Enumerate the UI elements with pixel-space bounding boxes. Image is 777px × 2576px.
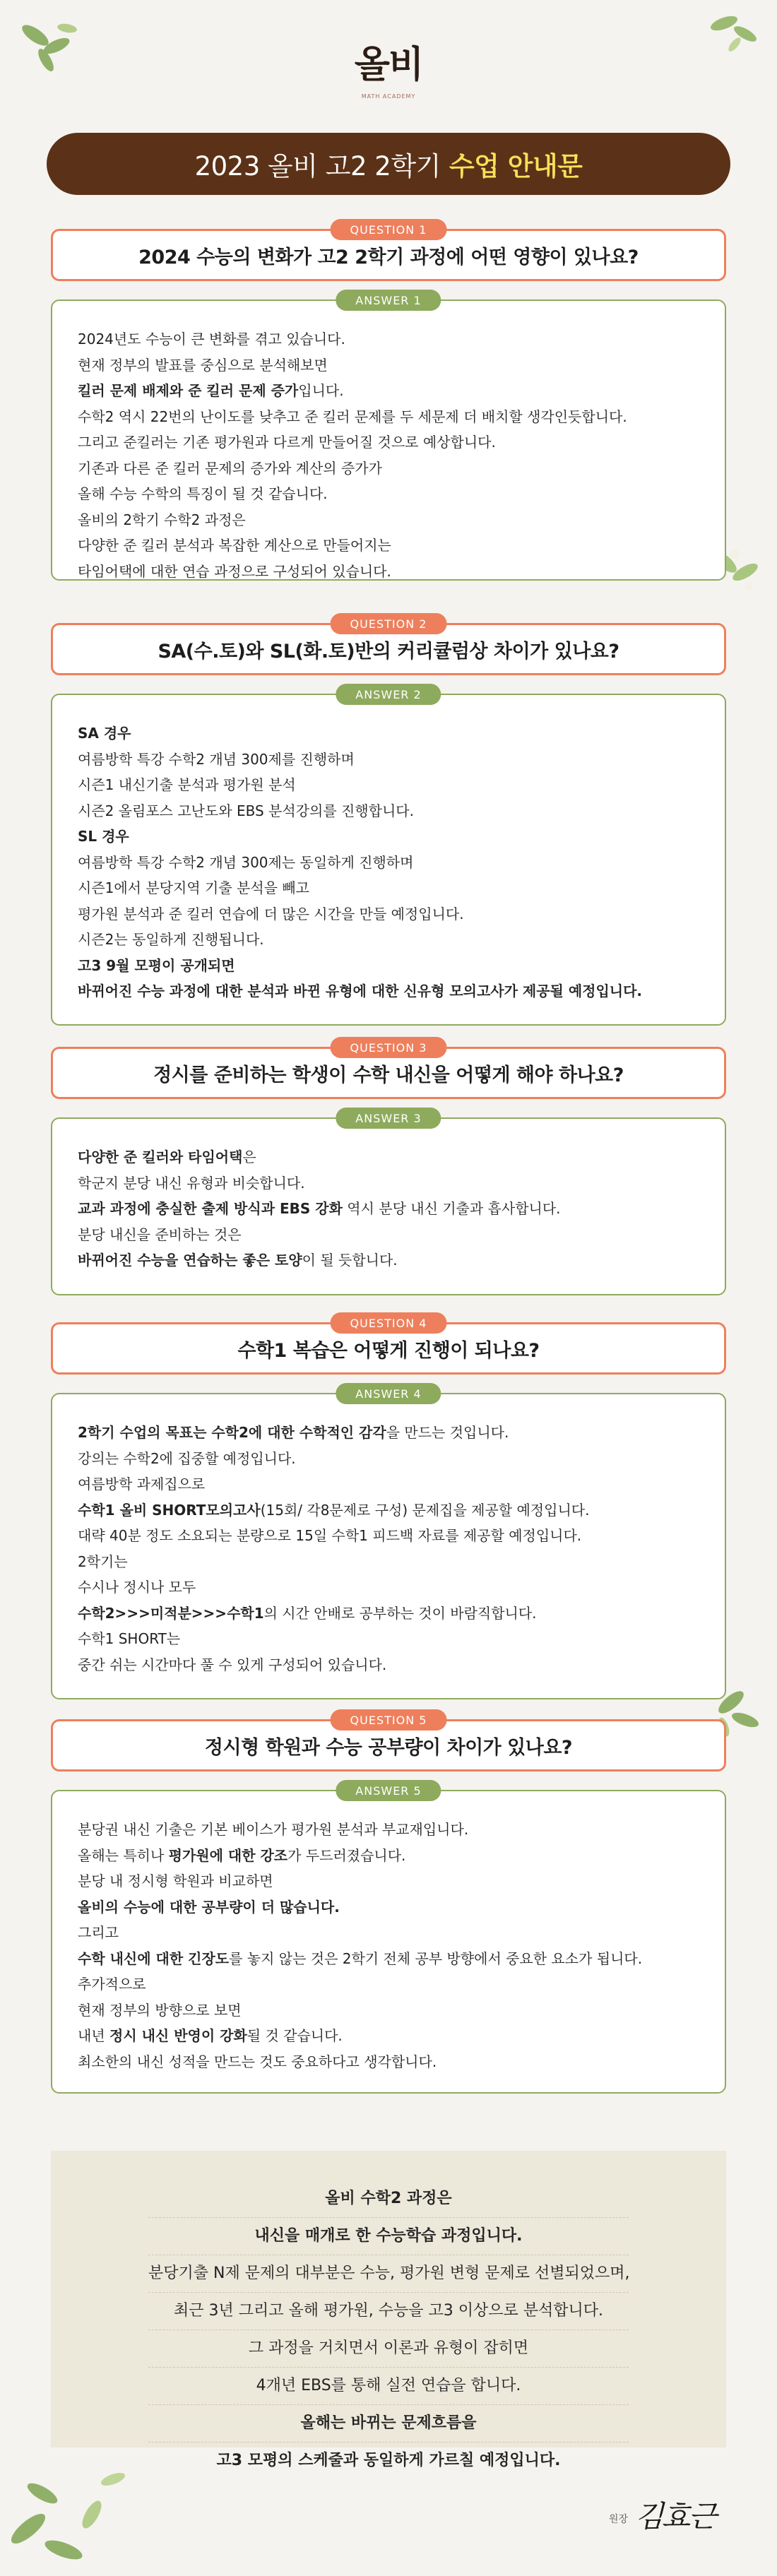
bold-text: 평가원에 대한 강조	[168, 1846, 288, 1864]
text-segment: 2024년도 수능이 큰 변화를 겪고 있습니다.	[78, 331, 345, 348]
bold-text: 바뀌어진 수능 과정에 대한 분석과 바뀐 유형에 대한 신유형 모의고사가 제공될 예정입니다.	[78, 983, 643, 999]
text-segment: 분당기출 N제 문제의 대부분은 수능, 평가원 변형 문제로 선별되었으며,	[148, 2265, 630, 2282]
bold-text: 고3 9월 모평이 공개되면	[78, 956, 235, 974]
text-line	[78, 1920, 699, 1946]
bold-text: SL 경우	[78, 828, 129, 845]
text-line	[78, 533, 699, 559]
text-segment: 시즌1에서 분당지역 기출 분석을 빼고	[78, 879, 309, 896]
question-tag: QUESTION 1	[331, 219, 447, 240]
text-line	[78, 456, 699, 482]
text-line	[148, 2368, 629, 2405]
banner-title: 2023 올비 고2 2학기	[194, 151, 441, 182]
bold-text: 다양한 준 킬러와 타임어택	[78, 1148, 243, 1165]
text-segment: 그 과정을 거치면서 이론과 유형이 잡히면	[248, 2339, 529, 2357]
text-line	[78, 747, 699, 773]
text-line	[78, 1843, 699, 1869]
text-segment: 를 놓지 않는 것은 2학기 전체 공부 방향에서 중요한 요소가 됩니다.	[229, 1949, 643, 1967]
title-banner	[47, 133, 730, 195]
text-line	[78, 875, 699, 901]
bold-text: 2학기 수업의 목표는 수학2에 대한 수학적인 감각	[78, 1424, 386, 1441]
text-line	[78, 1497, 699, 1524]
text-line	[148, 2293, 629, 2330]
answer-tag: ANSWER 5	[336, 1780, 441, 1801]
text-line	[78, 772, 699, 798]
text-segment: 시즌2 올림포스 고난도와 EBS 분석강의를 진행합니다.	[78, 802, 414, 819]
bold-text: 수학 내신에 대한 긴장도	[78, 1949, 230, 1967]
text-segment: 시즌1 내신기출 분석과 평가원 분석	[78, 776, 296, 793]
text-line	[148, 2330, 629, 2368]
text-line	[78, 1817, 699, 1843]
text-line	[78, 326, 699, 352]
bold-text: 킬러 문제 배제와 준 킬러 문제 증가	[78, 382, 299, 399]
text-segment: 역시 분당 내신 기출과 흡사합니다.	[342, 1200, 561, 1217]
qa-block-4	[51, 1312, 726, 1673]
answer-tag: ANSWER 2	[336, 684, 441, 705]
leaf-decoration-bottom-left	[0, 2444, 141, 2576]
text-segment: 중간 쉬는 시간마다 풀 수 있게 구성되어 있습니다.	[78, 1656, 387, 1673]
text-line	[78, 1652, 699, 1678]
text-line	[78, 720, 699, 747]
text-segment: 이 될 듯합니다.	[302, 1252, 398, 1269]
text-line	[78, 1574, 699, 1601]
qa-block-2	[51, 613, 726, 1009]
bold-text: 교과 과정에 충실한 출제 방식과 EBS 강화	[78, 1200, 343, 1217]
answer-tag: ANSWER 4	[336, 1383, 441, 1404]
qa-block-5	[51, 1709, 726, 2077]
text-segment: 다양한 준 킬러 분석과 복잡한 계산으로 만들어지는	[78, 537, 391, 554]
text-line	[78, 378, 699, 404]
qa-block-3	[51, 1037, 726, 1270]
question-box: 정시형 학원과 수능 공부량이 차이가 있나요?	[51, 1719, 726, 1771]
text-segment: 내년	[78, 2027, 109, 2044]
text-line	[78, 1946, 699, 1972]
signature	[609, 2493, 715, 2536]
answer-box	[51, 299, 726, 581]
text-segment: 가 두드러졌습니다.	[287, 1846, 406, 1864]
answer-tag: ANSWER 3	[336, 1108, 441, 1129]
text-line	[78, 1222, 699, 1248]
text-segment: 타임어택에 대한 연습 과정으로 구성되어 있습니다.	[78, 562, 391, 580]
text-segment: 현재 정부의 방향으로 보면	[78, 2001, 242, 2019]
logo-text: 올비	[354, 43, 423, 86]
text-segment: 최소한의 내신 성적을 만드는 것도 중요하다고 생각합니다.	[78, 2053, 437, 2070]
text-segment: 의 시간 안배로 공부하는 것이 바람직합니다.	[263, 1604, 537, 1622]
question-tag: QUESTION 4	[331, 1312, 447, 1334]
text-segment: 입니다.	[298, 382, 344, 399]
text-segment: 그리고	[78, 1924, 119, 1941]
bold-text: 올비 수학2 과정은	[325, 2190, 452, 2207]
bold-text: 수학2>>>미적분>>>수학1	[78, 1604, 264, 1622]
question-tag: QUESTION 5	[331, 1709, 447, 1731]
text-line	[78, 953, 699, 979]
text-segment: 그리고 준킬러는 기존 평가원과 다르게 만들어질 것으로 예상합니다.	[78, 434, 496, 451]
text-line	[78, 1601, 699, 1627]
bold-text: 정시 내신 반영이 강화	[109, 2027, 247, 2044]
question-box: 수학1 복습은 어떻게 진행이 되나요?	[51, 1322, 726, 1375]
leaf-decoration-top-left	[14, 14, 85, 78]
text-line	[78, 850, 699, 876]
leaf-decoration-top-right	[696, 6, 766, 55]
text-line	[78, 1549, 699, 1575]
text-segment: 2학기는	[78, 1553, 128, 1570]
text-line	[78, 798, 699, 824]
text-line	[78, 1170, 699, 1197]
text-line	[148, 2255, 629, 2293]
text-line	[78, 978, 699, 1004]
bold-text: 내신을 매개로 한 수능학습 과정입니다.	[254, 2227, 523, 2245]
text-line	[78, 507, 699, 533]
text-segment: 올해는 특히나	[78, 1846, 169, 1864]
bold-text: SA 경우	[78, 725, 131, 742]
bold-text: 올해는 바뀌는 문제흐름을	[300, 2414, 477, 2432]
qa-block-1	[51, 219, 726, 580]
text-segment: 수학1 SHORT는	[78, 1630, 181, 1647]
text-line	[78, 352, 699, 379]
banner-highlight: 수업 안내문	[449, 151, 583, 182]
text-line	[78, 927, 699, 953]
text-segment: 올비의 2학기 수학2 과정은	[78, 511, 246, 528]
text-segment: 분당 내 정시형 학원과 비교하면	[78, 1872, 273, 1889]
answer-box	[51, 1393, 726, 1699]
text-line	[78, 481, 699, 507]
answer-box	[51, 1117, 726, 1295]
text-line	[78, 1144, 699, 1170]
text-segment: 대략 40분 정도 소요되는 분량으로 15일 수학1 피드백 자료를 제공할 예정입니다.	[78, 1527, 582, 1544]
text-segment: 여름방학 특강 수학2 개념 300제는 동일하게 진행하며	[78, 853, 414, 871]
text-segment: 평가원 분석과 준 킬러 연습에 더 많은 시간을 만들 예정입니다.	[78, 905, 464, 922]
question-box: 정시를 준비하는 학생이 수학 내신을 어떻게 해야 하나요?	[51, 1047, 726, 1099]
text-line	[148, 2218, 629, 2255]
bold-text: 수학1 올비 SHORT모의고사	[78, 1501, 261, 1519]
signature-name: 김효근	[635, 2499, 715, 2534]
answer-tag: ANSWER 1	[336, 290, 441, 311]
text-line	[78, 404, 699, 430]
text-line	[148, 2443, 629, 2479]
text-segment: 여름방학 특강 수학2 개념 300제를 진행하며	[78, 750, 355, 768]
text-segment: 은	[242, 1148, 256, 1165]
bold-text: 올비의 수능에 대한 공부량이 더 많습니다.	[78, 1898, 340, 1916]
text-segment: 4개년 EBS를 통해 실전 연습을 합니다.	[256, 2377, 521, 2394]
text-segment: 기존과 다른 준 킬러 문제의 증가와 계산의 증가가	[78, 459, 382, 477]
text-line	[78, 1446, 699, 1472]
text-line	[78, 1868, 699, 1894]
text-segment: 올해 수능 수학의 특징이 될 것 같습니다.	[78, 485, 328, 502]
text-segment: 현재 정부의 발표를 중심으로 분석해보면	[78, 356, 328, 374]
question-box: 2024 수능의 변화가 고2 2학기 과정에 어떤 영향이 있나요?	[51, 229, 726, 281]
text-line	[78, 429, 699, 456]
text-segment: 을 만드는 것입니다.	[386, 1424, 509, 1441]
signature-label: 원장	[609, 2514, 629, 2525]
text-line	[78, 1998, 699, 2024]
bold-text: 고3 모평의 스케줄과 동일하게 가르칠 예정입니다.	[216, 2452, 561, 2469]
text-segment: 추가적으로	[78, 1976, 146, 1993]
text-segment: (15회/ 각8문제로 구성) 문제집을 제공할 예정입니다.	[260, 1501, 590, 1519]
question-box: SA(수.토)와 SL(화.토)반의 커리큘럼상 차이가 있나요?	[51, 623, 726, 675]
text-line	[78, 1247, 699, 1274]
text-line	[78, 1196, 699, 1222]
question-tag: QUESTION 3	[331, 1037, 447, 1058]
text-segment: 수학2 역시 22번의 난이도를 낮추고 준 킬러 문제를 두 세문제 더 배치할 생각인듯합니다.	[78, 408, 627, 425]
answer-box	[51, 1790, 726, 2094]
text-segment: 강의는 수학2에 집중할 예정입니다.	[78, 1449, 296, 1467]
text-line	[148, 2180, 629, 2218]
text-line	[78, 1523, 699, 1549]
text-line	[78, 1894, 699, 1921]
text-segment: 될 것 같습니다.	[247, 2027, 343, 2044]
text-segment: 수시나 정시나 모두	[78, 1579, 196, 1596]
text-segment: 분당권 내신 기출은 기본 베이스가 평가원 분석과 부교재입니다.	[78, 1821, 469, 1838]
text-line	[78, 1420, 699, 1446]
text-line	[78, 2023, 699, 2049]
text-line	[78, 824, 699, 850]
text-segment: 최근 3년 그리고 올해 평가원, 수능을 고3 이상으로 분석합니다.	[174, 2302, 603, 2320]
logo	[353, 37, 424, 104]
text-line	[78, 901, 699, 927]
text-segment: 분당 내신을 준비하는 것은	[78, 1225, 242, 1243]
text-line	[78, 1471, 699, 1497]
text-line	[78, 559, 699, 585]
text-segment: 시즌2는 동일하게 진행됩니다.	[78, 931, 264, 948]
text-line	[148, 2405, 629, 2443]
text-segment: 학군지 분당 내신 유형과 비슷합니다.	[78, 1174, 305, 1192]
answer-box	[51, 694, 726, 1026]
summary-box	[51, 2151, 726, 2469]
text-line	[78, 2049, 699, 2075]
text-segment: 여름방학 과제집으로	[78, 1476, 206, 1492]
text-line	[78, 1971, 699, 1998]
text-line	[78, 1626, 699, 1652]
question-tag: QUESTION 2	[331, 613, 447, 634]
bold-text: 바뀌어진 수능을 연습하는 좋은 토양	[78, 1252, 302, 1269]
logo-subtitle: MATH ACADEMY	[361, 93, 416, 100]
